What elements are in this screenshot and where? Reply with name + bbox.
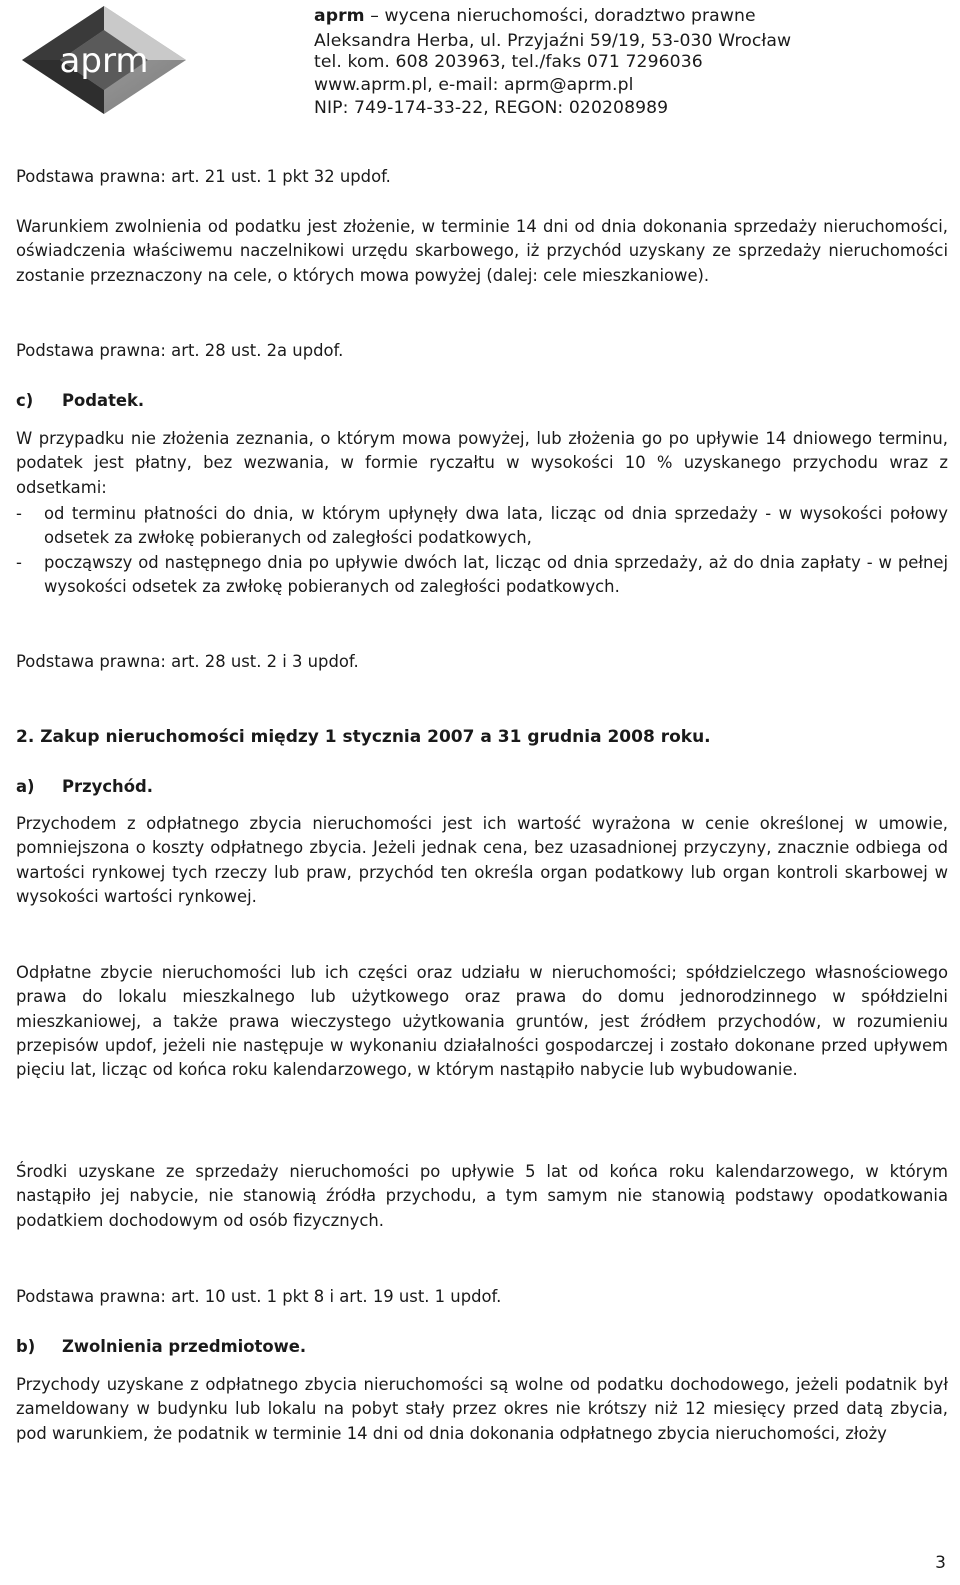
web-email-line: www.aprm.pl, e-mail: aprm@aprm.pl [314, 75, 634, 95]
heading-c-label: c) [16, 391, 34, 410]
paragraph-paid-disposal: Odpłatne zbycie nieruchomości lub ich części oraz udziału w nieruchomości; spółdzielczego własnościowego prawa do lokalu mieszkalnego lub użytkowego oraz prawa do domu jednorodzinnego w spółdzielni mieszkaniowej, a także prawa wieczystego użytkowania gruntów, jest źródłem przychodów, w rozumieniu przepisów updof, jeżeli nie następuje w wykonaniu działalności gospodarczej i zostało dokonane przed upływem pięciu lat, licząc od końca roku kalendarzowego, w którym nastąpiło nabycie lub wybudowanie. [16, 963, 948, 1080]
nip-regon-line: NIP: 749-174-33-22, REGON: 020208989 [314, 98, 669, 118]
legal-basis-1: Podstawa prawna: art. 21 ust. 1 pkt 32 updof. [16, 167, 391, 186]
heading-a-label: a) [16, 777, 35, 796]
legal-basis-2: Podstawa prawna: art. 28 ust. 2a updof. [16, 341, 344, 360]
heading-b-exemptions [16, 1335, 948, 1359]
company-name: aprm [314, 6, 365, 26]
list-item-text-1: od terminu płatności do dnia, w którym upłynęły dwa lata, licząc od dnia sprzedaży - w wysokości połowy odsetek za zwłokę pobieranych od zaległości podatkowych, [44, 504, 948, 548]
list-item [16, 502, 948, 551]
page-number: 3 [935, 1553, 946, 1573]
legal-basis-4: Podstawa prawna: art. 10 ust. 1 pkt 8 i art. 19 ust. 1 updof. [16, 1287, 502, 1306]
paragraph-tax-no-declaration: W przypadku nie złożenia zeznania, o którym mowa powyżej, lub złożenia go po upływie 14 dniowego terminu, podatek jest płatny, bez wezwania, w formie ryczałtu w wysokości 10 % uzyskanego przychodu wraz z odsetkami: [16, 429, 948, 497]
company-line [314, 4, 756, 29]
legal-basis-3: Podstawa prawna: art. 28 ust. 2 i 3 updof. [16, 652, 359, 671]
heading-b-text: Zwolnienia przedmiotowe. [62, 1337, 307, 1356]
list-dash: - [16, 553, 22, 572]
heading-c-tax [16, 389, 948, 413]
paragraph-subject-exemptions: Przychody uzyskane z odpłatnego zbycia nieruchomości są wolne od podatku dochodowego, jeżeli podatnik był zameldowany w budynku lub lokalu na pobyt stały przez okres nie krótszy niż 12 miesięcy przed datą zbycia, pod warunkiem, że podatnik w terminie 14 dni od dnia dokonania odpłatnego zbycia nieruchomości, złoży [16, 1375, 948, 1443]
paragraph-exemption-condition: Warunkiem zwolnienia od podatku jest złożenie, w terminie 14 dni od dnia dokonania sprzedaży nieruchomości, oświadczenia właściwemu naczelnikowi urzędu skarbowego, iż przychód uzyskany ze sprzedaży nieruchomości zostanie przeznaczony na cele, o których mowa powyżej (dalej: cele mieszkaniowe). [16, 217, 948, 285]
heading-a-text: Przychód. [62, 777, 153, 796]
aprm-logo [20, 4, 187, 116]
list-dash: - [16, 504, 22, 523]
heading-a-income [16, 775, 948, 799]
list-item [16, 551, 948, 600]
list-item-text-2: począwszy od następnego dnia po upływie dwóch lat, licząc od dnia sprzedaży, aż do dnia zapłaty - w pełnej wysokości odsetek za zwłokę pobieranych od zaległości podatkowych. [44, 553, 948, 597]
company-description: – wycena nieruchomości, doradztwo prawne [364, 6, 756, 26]
letterhead [0, 0, 960, 122]
logo-text: aprm [59, 41, 149, 81]
heading-b-label: b) [16, 1337, 36, 1356]
heading-c-text: Podatek. [62, 391, 145, 410]
paragraph-five-years: Środki uzyskane ze sprzedaży nieruchomości po upływie 5 lat od końca roku kalendarzowego, w którym nastąpiło jej nabycie, nie stanowią źródła przychodu, a tym samym nie stanowią podstawy opodatkowania podatkiem dochodowym od osób fizycznych. [16, 1162, 948, 1230]
address-line: Aleksandra Herba, ul. Przyjaźni 59/19, 53-030 Wrocław [314, 31, 792, 51]
section-2-heading: 2. Zakup nieruchomości między 1 stycznia 2007 a 31 grudnia 2008 roku. [16, 727, 711, 747]
paragraph-income-definition: Przychodem z odpłatnego zbycia nieruchomości jest ich wartość wyrażona w cenie określonej w umowie, pomniejszona o koszty odpłatnego zbycia. Jeżeli jednak cena, bez uzasadnionej przyczyny, znacznie odbiega od wartości rynkowej tych rzeczy lub praw, przychód ten określa organ podatkowy lub organ kontroli skarbowej w wysokości wartości rynkowej. [16, 814, 948, 906]
phone-line: tel. kom. 608 203963, tel./faks 071 7296036 [314, 52, 703, 72]
